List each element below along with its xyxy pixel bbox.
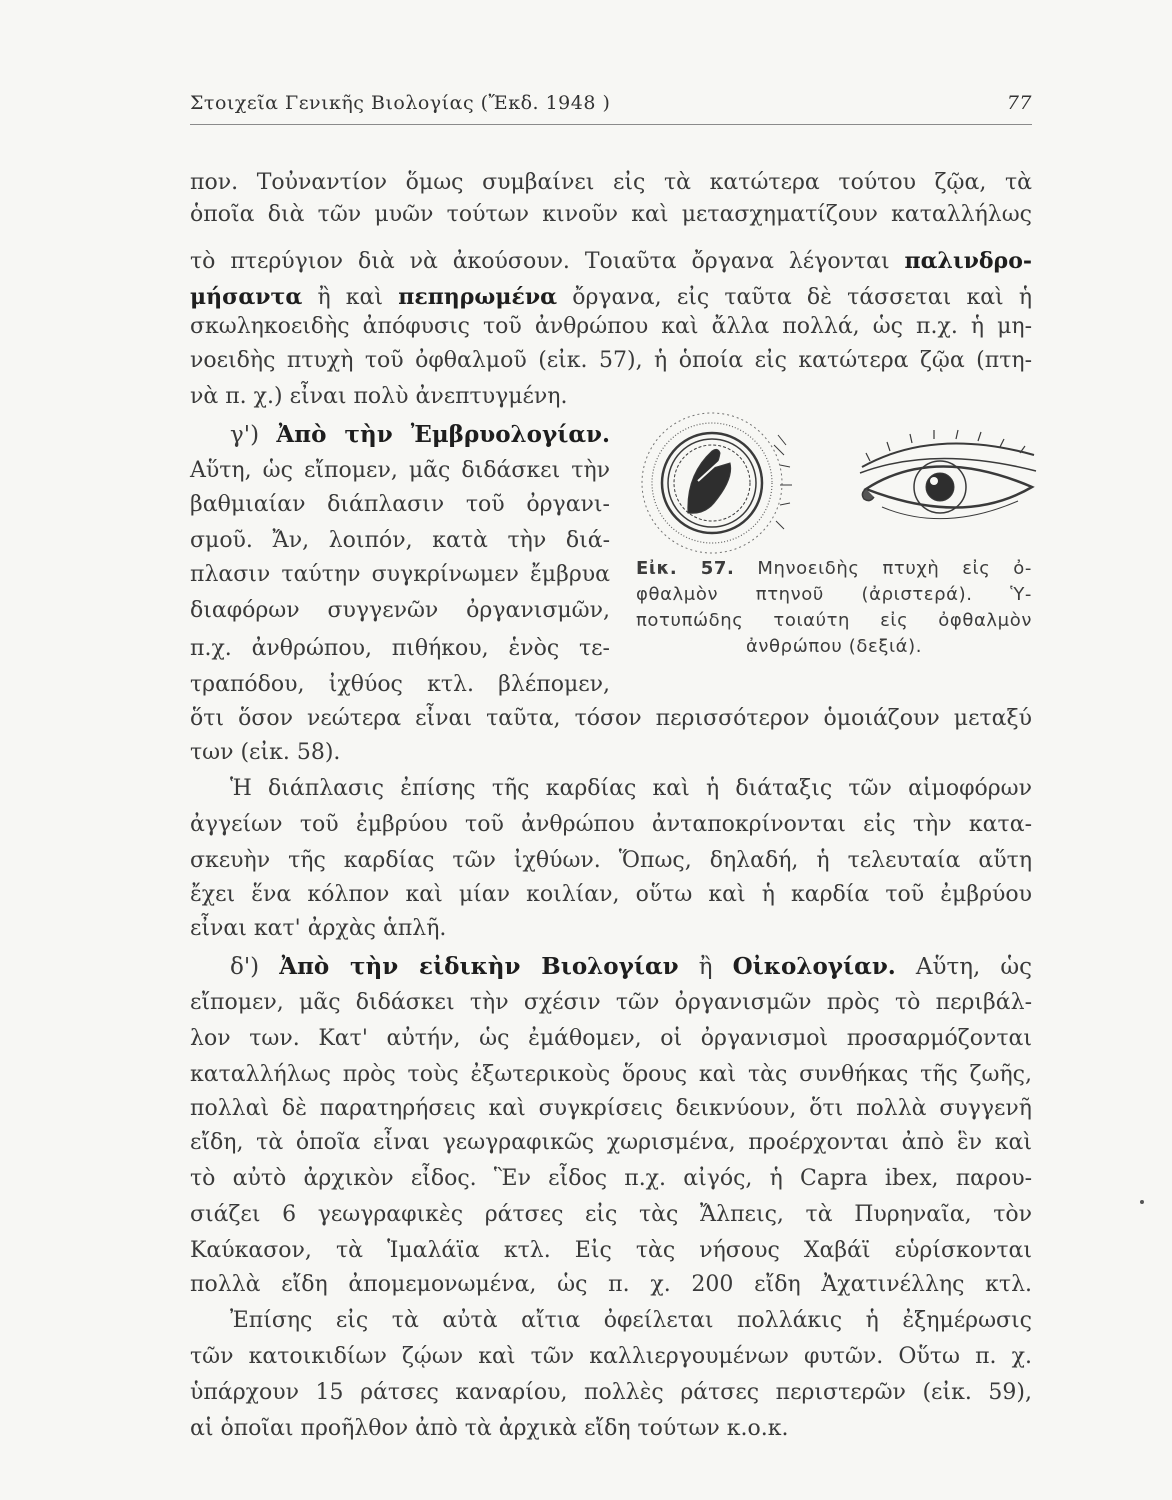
- text-line: [190, 282, 1032, 313]
- text-line: νὰ π. χ.) εἶναι πολὺ ἀνεπτυγμένη.: [190, 384, 568, 409]
- text-run: ὄργανα, εἰς ταῦτα δὲ τάσσεται καὶ ἡ: [572, 285, 1033, 310]
- text-run: ἢ: [698, 954, 713, 980]
- human-eye-drawing: [860, 430, 1036, 519]
- text-line: σκωληκοειδὴς ἀπόφυσις τοῦ ἀνθρώπου καὶ ἄλλα πολλά, ὡς π.χ. ἡ μη-: [190, 314, 1032, 339]
- caption-line: ποτυπώδης τοιαύτη εἰς ὀφθαλμὸν: [636, 610, 1032, 631]
- text-line: εἴδη, τὰ ὁποῖα εἶναι γεωγραφικῶς χωρισμένα, προέρχονται ἀπὸ ἓν καὶ: [190, 1130, 1032, 1155]
- text-run: ἢ καὶ: [317, 285, 384, 310]
- text-line: ἀγγείων τοῦ ἐμβρύου τοῦ ἀνθρώπου ἀνταποκρίνονται εἰς τὴν κατα-: [190, 812, 1032, 837]
- text-line: πον. Τοὐναντίον ὅμως συμβαίνει εἰς τὰ κατώτερα τούτου ζῷα, τὰ: [190, 170, 1032, 195]
- text-line: ἔχει ἕνα κόλπον καὶ μίαν κοιλίαν, οὕτω καὶ ἡ καρδία τοῦ ἐμβρύου: [190, 882, 1032, 907]
- text-line: πολλὰ εἴδη ἀπομεμονωμένα, ὡς π. χ. 200 εἴδη Ἀχατινέλλης κτλ.: [190, 1272, 1032, 1297]
- header-rule: [190, 124, 1032, 125]
- header-title: Στοιχεῖα Γενικῆς Βιολογίας (Ἔκδ. 1948 ): [190, 92, 611, 114]
- bold-term: παλινδρο-: [904, 248, 1032, 274]
- section-title: Οἰκολογίαν.: [732, 953, 896, 980]
- text-line: ὑπάρχουν 15 ράτσες καναρίου, πολλὲς ράτσες περιστερῶν (εἰκ. 59),: [190, 1380, 1032, 1405]
- text-run: Αὕτη, ὡς: [915, 954, 1033, 980]
- ink-speck: [1140, 1200, 1144, 1204]
- text-line: π.χ. ἀνθρώπου, πιθήκου, ἑνὸς τε-: [190, 636, 610, 661]
- page-number: 77: [1006, 92, 1032, 114]
- section-heading-d: [190, 952, 1032, 982]
- text-line: εἶναι κατ' ἀρχὰς ἁπλῆ.: [190, 916, 447, 941]
- caption-line: φθαλμὸν πτηνοῦ (ἀριστερά). Ὑ-: [636, 584, 1032, 605]
- text-line: σιάζει 6 γεωγραφικὲς ράτσες εἰς τὰς Ἄλπεις, τὰ Πυρηναῖα, τὸν: [190, 1202, 1032, 1227]
- text-line: εἴπομεν, μᾶς διδάσκει τὴν σχέσιν τῶν ὀργανισμῶν πρὸς τὸ περιβάλ-: [190, 990, 1032, 1015]
- bold-term: μήσαντα: [190, 284, 303, 310]
- text-run: τὸ πτερύγιον διὰ νὰ ἀκούσουν. Τοιαῦτα ὄργανα λέγονται: [190, 249, 890, 274]
- text-line: Ἡ διάπλασις ἐπίσης τῆς καρδίας καὶ ἡ διάταξις τῶν αἱμοφόρων: [230, 776, 1032, 801]
- bold-term: πεπηρωμένα: [398, 284, 558, 310]
- section-letter: γ'): [230, 422, 260, 448]
- text-line: διαφόρων συγγενῶν ὀργανισμῶν,: [190, 598, 610, 623]
- section-heading-c: [190, 420, 610, 450]
- text-line: τῶν κατοικιδίων ζῴων καὶ τῶν καλλιεργουμένων φυτῶν. Οὕτω π. χ.: [190, 1344, 1032, 1369]
- text-line: πλασιν ταύτην συγκρίνωμεν ἔμβρυα: [190, 562, 610, 587]
- figure-57-caption: [636, 556, 1032, 660]
- text-line: πολλαὶ δὲ παρατηρήσεις καὶ συγκρίσεις δεικνύουν, ὅτι πολλὰ συγγενῆ: [190, 1096, 1032, 1121]
- figure-label: Εἰκ. 57.: [636, 558, 735, 579]
- text-line: ὁποῖα διὰ τῶν μυῶν τούτων κινοῦν καὶ μετασχηματίζουν καταλλήλως: [190, 202, 1032, 227]
- text-line: νοειδὴς πτυχὴ τοῦ ὀφθαλμοῦ (εἰκ. 57), ἡ ὁποία εἰς κατώτερα ζῷα (πτη-: [190, 348, 1032, 373]
- text-line: λον των. Κατ' αὐτήν, ὡς ἐμάθομεν, οἱ ὀργανισμοὶ προσαρμόζονται: [190, 1026, 1032, 1051]
- text-line: σμοῦ. Ἄν, λοιπόν, κατὰ τὴν διά-: [190, 528, 610, 553]
- caption-line: ἀνθρώπου (δεξιά).: [745, 636, 923, 657]
- text-line: αἱ ὁποῖαι προῆλθον ἀπὸ τὰ ἀρχικὰ εἴδη τούτων κ.ο.κ.: [190, 1416, 789, 1441]
- text-line: ὅτι ὅσον νεώτερα εἶναι ταῦτα, τόσον περισσότερον ὁμοιάζουν μεταξύ: [190, 706, 1032, 731]
- text-line: καταλλήλως πρὸς τοὺς ἐξωτερικοὺς ὅρους καὶ τὰς συνθήκας τῆς ζωῆς,: [190, 1062, 1032, 1087]
- text-line: Ἐπίσης εἰς τὰ αὐτὰ αἴτια ὀφείλεται πολλάκις ἡ ἐξημέρωσις: [230, 1308, 1032, 1333]
- text-line: των (εἰκ. 58).: [190, 740, 341, 765]
- text-line: Καύκασον, τὰ Ἱμαλάϊα κτλ. Εἰς τὰς νήσους Χαβάϊ εὑρίσκονται: [190, 1238, 1032, 1263]
- text-line: Αὕτη, ὡς εἴπομεν, μᾶς διδάσκει τὴν: [190, 458, 610, 483]
- text-line: σκευὴν τῆς καρδίας τῶν ἰχθύων. Ὅπως, δηλαδή, ἡ τελευταία αὕτη: [190, 848, 1032, 873]
- text-line: τραπόδου, ἰχθύος κτλ. βλέπομεν,: [190, 672, 610, 697]
- bird-eye-drawing: [642, 413, 792, 553]
- text-line: τὸ αὐτὸ ἀρχικὸν εἶδος. Ἓν εἶδος π.χ. αἰγός, ἡ Capra ibex, παρου-: [190, 1166, 1032, 1191]
- caption-line: [636, 556, 1032, 582]
- text-line: [190, 246, 1032, 277]
- section-title: Ἀπὸ τὴν εἰδικὴν Βιολογίαν: [279, 953, 679, 980]
- section-letter: δ'): [230, 954, 260, 980]
- section-title: Ἀπὸ τὴν Ἐμβρυολογίαν.: [276, 421, 610, 448]
- text-line: βαθμιαίαν διάπλασιν τοῦ ὀργανι-: [190, 492, 610, 517]
- caption-text: Μηνοειδὴς πτυχὴ εἰς ὀ-: [757, 558, 1032, 579]
